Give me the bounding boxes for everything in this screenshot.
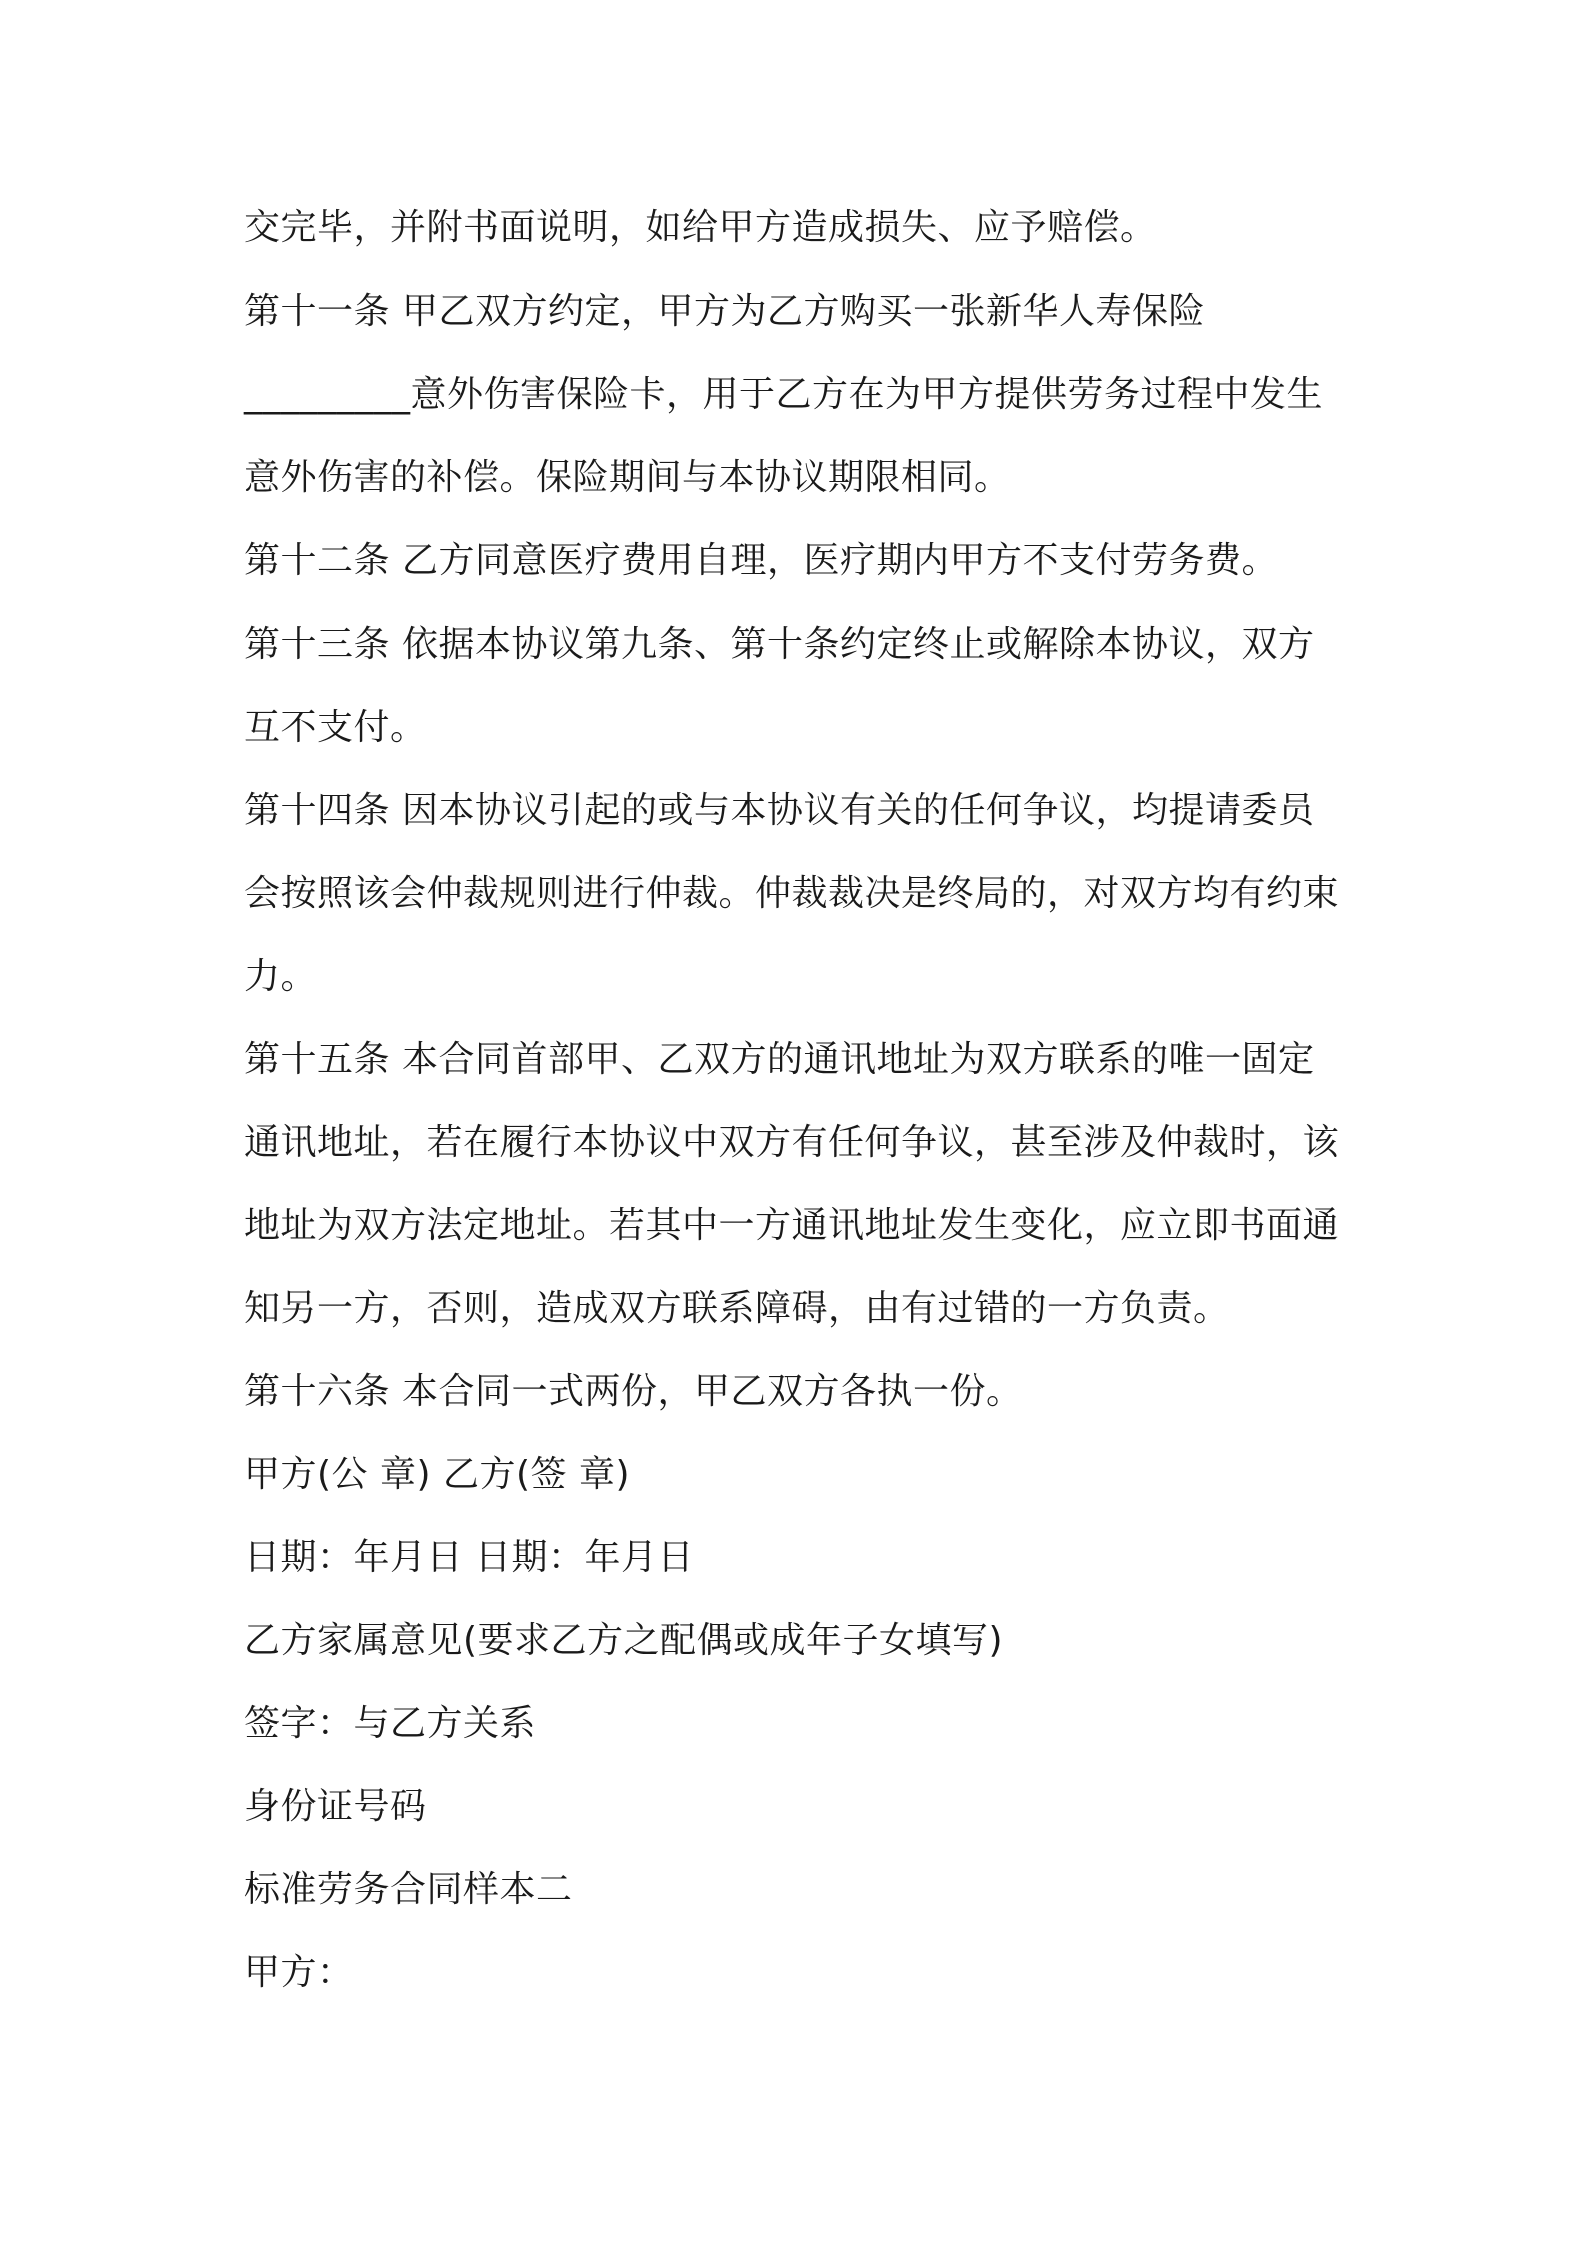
text-line: 互不支付。 xyxy=(244,707,427,748)
text-line: 第十五条 本合同首部甲、乙双方的通讯地址为双方联系的唯一固定 xyxy=(244,1039,1315,1080)
text-line: 第十六条 本合同一式两份，甲乙双方各执一份。 xyxy=(244,1371,1023,1412)
text-line: 甲方： xyxy=(244,1952,354,1993)
text-line: 签字：与乙方关系 xyxy=(244,1703,537,1744)
text-line: 力。 xyxy=(244,956,318,997)
text-line: 甲方(公 章) 乙方(签 章) xyxy=(244,1454,631,1495)
text-line: 第十三条 依据本协议第九条、第十条约定终止或解除本协议，双方 xyxy=(244,624,1315,665)
text-line: 第十四条 因本协议引起的或与本协议有关的任何争议，均提请委员 xyxy=(244,790,1315,831)
text-line: _________意外伤害保险卡，用于乙方在为甲方提供劳务过程中发生 xyxy=(244,374,1324,415)
text-line: 日期：年月日 日期：年月日 xyxy=(244,1537,694,1578)
text-line: 通讯地址，若在履行本协议中双方有任何争议，甚至涉及仲裁时，该 xyxy=(244,1122,1340,1163)
text-line: 身份证号码 xyxy=(244,1786,427,1827)
text-line: 乙方家属意见(要求乙方之配偶或成年子女填写) xyxy=(244,1620,1004,1661)
text-line: 会按照该会仲裁规则进行仲裁。仲裁裁决是终局的，对双方均有约束 xyxy=(244,873,1340,914)
text-line: 交完毕，并附书面说明，如给甲方造成损失、应予赔偿。 xyxy=(244,207,1157,248)
text-line: 地址为双方法定地址。若其中一方通讯地址发生变化，应立即书面通 xyxy=(244,1205,1340,1246)
text-line: 知另一方，否则，造成双方联系障碍，由有过错的一方负责。 xyxy=(244,1288,1230,1329)
text-line: 第十一条 甲乙双方约定，甲方为乙方购买一张新华人寿保险 xyxy=(244,291,1205,332)
text-line: 第十二条 乙方同意医疗费用自理，医疗期内甲方不支付劳务费。 xyxy=(244,540,1278,581)
text-line: 标准劳务合同样本二 xyxy=(244,1869,573,1910)
text-line: 意外伤害的补偿。保险期间与本协议期限相同。 xyxy=(244,457,1011,498)
